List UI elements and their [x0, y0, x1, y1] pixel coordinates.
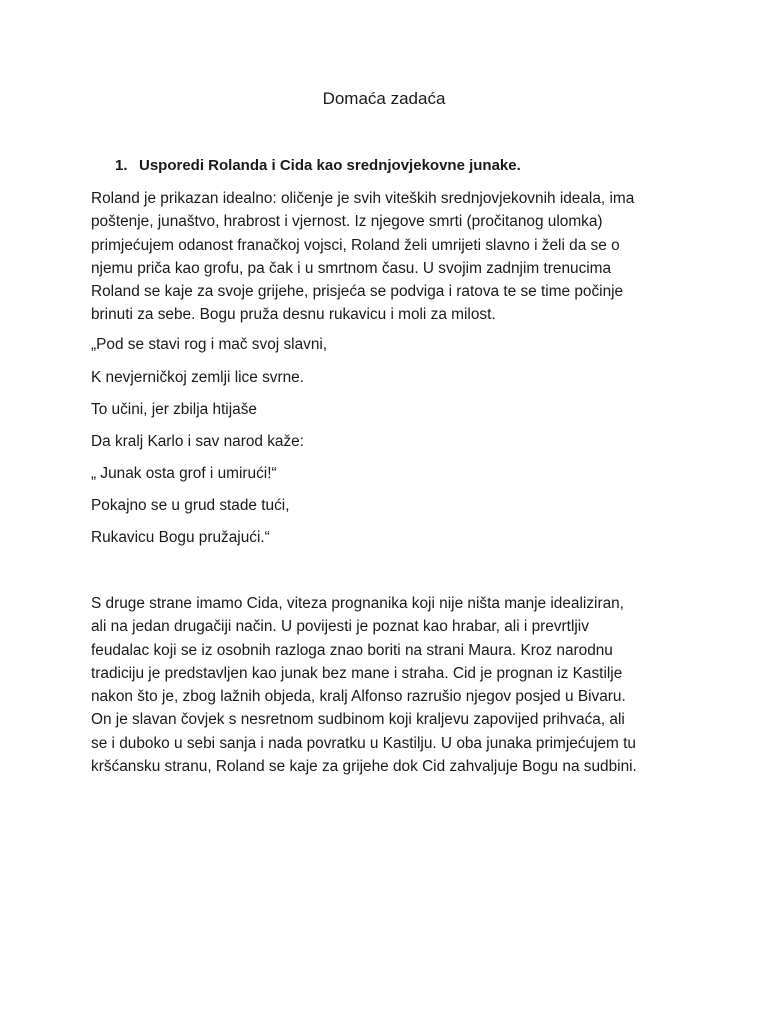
question-number: 1.	[115, 157, 128, 174]
text-line: On je slavan čovjek s nesretnom sudbinom koji kraljevu zapovijed prihvaća, ali	[91, 711, 625, 729]
text-line: feudalac koji se iz osobnih razloga znao boriti na strani Maura. Kroz narodnu	[91, 641, 613, 659]
verse-line: Rukavicu Bogu pružajući.“	[91, 529, 270, 546]
text-line: brinuti za sebe. Bogu pruža desnu rukavicu i moli za milost.	[91, 306, 496, 324]
question-heading	[115, 156, 521, 176]
text-line: Roland se kaje za svoje grijehe, prisjeća se podviga i ratova te se time počinje	[91, 283, 624, 301]
text-line: poštenje, junaštvo, hrabrost i vjernost. Iz njegove smrti (pročitanog ulomka)	[91, 213, 603, 231]
document-title: Domaća zadaća	[322, 89, 446, 108]
text-line: ali na jedan drugačiji način. U povijesti je poznat kao hrabar, ali i prevrtljiv	[91, 618, 589, 636]
verse-line: „Pod se stavi rog i mač svoj slavni,	[91, 336, 328, 353]
paragraph-roland	[91, 187, 691, 327]
text-line: nakon što je, zbog lažnih objeda, kralj Alfonso razrušio njegov posjed u Bivaru.	[91, 688, 626, 706]
verse-line: K nevjerničkoj zemlji lice svrne.	[91, 369, 304, 386]
verse-line: „ Junak osta grof i umirući!“	[91, 465, 277, 482]
verse-line: Pokajno se u grud stade tući,	[91, 497, 290, 514]
text-line: Roland je prikazan idealno: oličenje je svih viteških srednjovjekovnih ideala, ima	[91, 190, 635, 207]
text-line: S druge strane imamo Cida, viteza prognanika koji nije ništa manje idealiziran,	[91, 595, 624, 612]
text-line: primjećujem odanost franačkoj vojsci, Roland želi umrijeti slavno i želi da se o	[91, 236, 620, 254]
text-line: njemu priča kao grofu, pa čak i u smrtnom času. U svojim zadnjim trenucima	[91, 259, 612, 277]
paragraph-cid	[91, 592, 691, 778]
text-line: kršćansku stranu, Roland se kaje za grijehe dok Cid zahvaljuje Bogu na sudbini.	[91, 758, 637, 776]
verse-line: Da kralj Karlo i sav narod kaže:	[91, 433, 304, 450]
text-line: tradiciju je predstavljen kao junak bez mane i straha. Cid je prognan iz Kastilje	[91, 664, 623, 682]
verse-line: To učini, jer zbilja htijaše	[91, 401, 257, 418]
question-text: Usporedi Rolanda i Cida kao srednjovjekovne junake.	[139, 157, 521, 174]
text-line: se i duboko u sebi sanja i nada povratku u Kastilju. U oba junaka primjećujem tu	[91, 734, 636, 752]
